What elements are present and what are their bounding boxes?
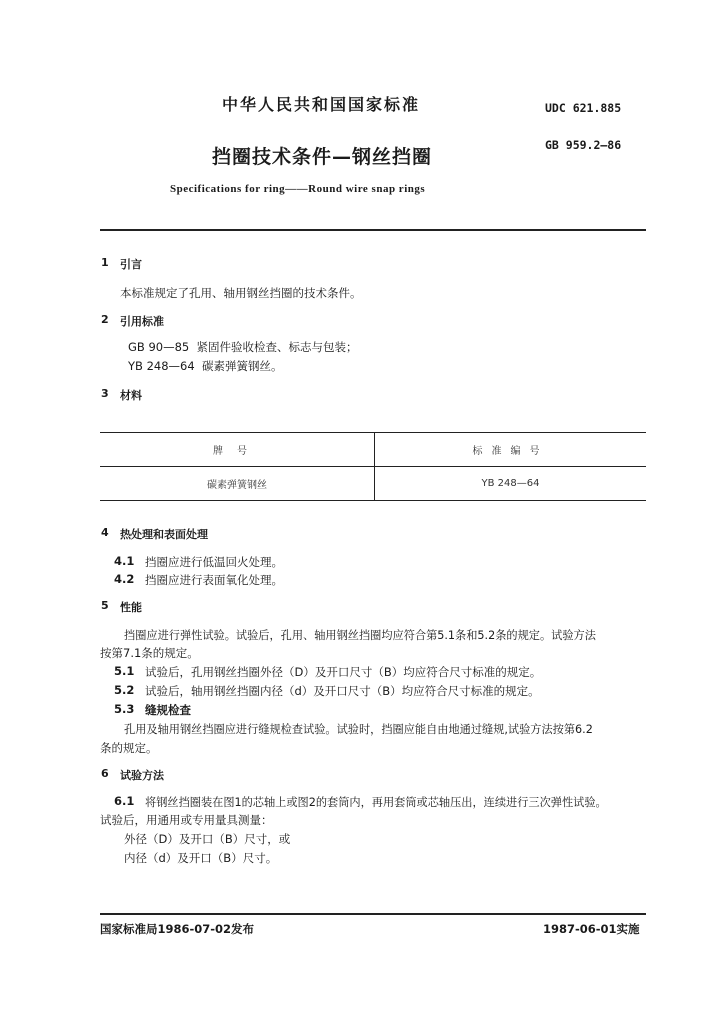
item-5-3-line1: 孔用及轴用钢丝挡圈应进行缝规检查试验。试验时，挡圈应能自由地通过缝规,试验方法按第6.2 [124, 723, 593, 736]
material-table [100, 432, 646, 501]
header-rule [100, 229, 646, 231]
section-2-num: 2 [101, 313, 109, 326]
section-5-num: 5 [101, 599, 109, 612]
item-5-2-num: 5.2 [114, 683, 135, 697]
table-cell-grade: 碳素弹簧钢丝 [207, 480, 267, 491]
section-1-text: 本标准规定了孔用、轴用钢丝挡圈的技术条件。 [120, 286, 362, 300]
item-5-1-num: 5.1 [114, 664, 135, 678]
footer-rule [100, 913, 646, 915]
reference-gb90: GB 90—85 紧固件验收检查、标志与包装； [128, 340, 358, 354]
table-header-standard-no: 标准编号 [472, 446, 549, 457]
section-3-num: 3 [101, 387, 109, 400]
issued-date: 国家标准局1986-07-02发布 [100, 922, 255, 936]
item-5-3-line2: 条的规定。 [100, 741, 158, 755]
section-6-num: 6 [101, 767, 109, 780]
section-4-num: 4 [101, 526, 109, 539]
section-5-para-line1: 挡圈应进行弹性试验。试验后，孔用、轴用钢丝挡圈均应符合第5.1条和5.2条的规定。试验方法 [124, 629, 596, 642]
item-6-1-num: 6.1 [114, 794, 135, 808]
udc-number: UDC 621.885 [545, 101, 622, 115]
section-1-title: 引言 [120, 258, 142, 271]
item-5-2-text: 试验后，轴用钢丝挡圈内径（d）及开口尺寸（B）均应符合尺寸标准的规定。 [145, 684, 540, 698]
item-4-2-text: 挡圈应进行表面氧化处理。 [145, 573, 283, 587]
section-1-num: 1 [101, 256, 109, 269]
table-header-grade: 牌号 [213, 446, 261, 457]
item-6-1-line3: 外径（D）及开口（B）尺寸，或 [124, 832, 291, 846]
item-6-1-line2: 试验后，用通用或专用量具测量： [100, 813, 273, 827]
section-6-title: 试验方法 [120, 769, 164, 782]
standard-org: 中华人民共和国国家标准 [222, 95, 421, 114]
document-title-en: Specifications for ring——Round wire snap rings [170, 183, 426, 195]
item-5-3-num: 5.3 [114, 702, 135, 716]
table-row [100, 467, 646, 501]
item-5-3-title: 缝规检查 [145, 703, 191, 717]
item-6-1-line1: 将钢丝挡圈装在图1的芯轴上或图2的套筒内，再用套筒或芯轴压出，连续进行三次弹性试验。 [145, 796, 607, 809]
section-5-title: 性能 [120, 601, 142, 614]
table-cell-standard-no: YB 248—64 [481, 478, 540, 489]
table-header-row [100, 433, 646, 467]
item-5-1-text: 试验后，孔用钢丝挡圈外径（D）及开口尺寸（B）均应符合尺寸标准的规定。 [145, 665, 542, 679]
effective-date: 1987-06-01实施 [543, 922, 640, 936]
section-2-title: 引用标准 [120, 315, 164, 328]
section-4-title: 热处理和表面处理 [120, 528, 208, 541]
document-title-cn: 挡圈技术条件—钢丝挡圈 [212, 146, 433, 168]
section-3-title: 材料 [120, 389, 142, 402]
item-4-1-num: 4.1 [114, 554, 135, 568]
reference-yb248: YB 248—64 碳素弹簧钢丝。 [128, 359, 283, 373]
item-4-1-text: 挡圈应进行低温回火处理。 [145, 555, 283, 569]
section-5-para-line2: 按第7.1条的规定。 [100, 646, 199, 660]
gb-number: GB 959.2—86 [545, 138, 622, 152]
item-6-1-line4: 内径（d）及开口（B）尺寸。 [124, 851, 278, 865]
item-4-2-num: 4.2 [114, 572, 135, 586]
